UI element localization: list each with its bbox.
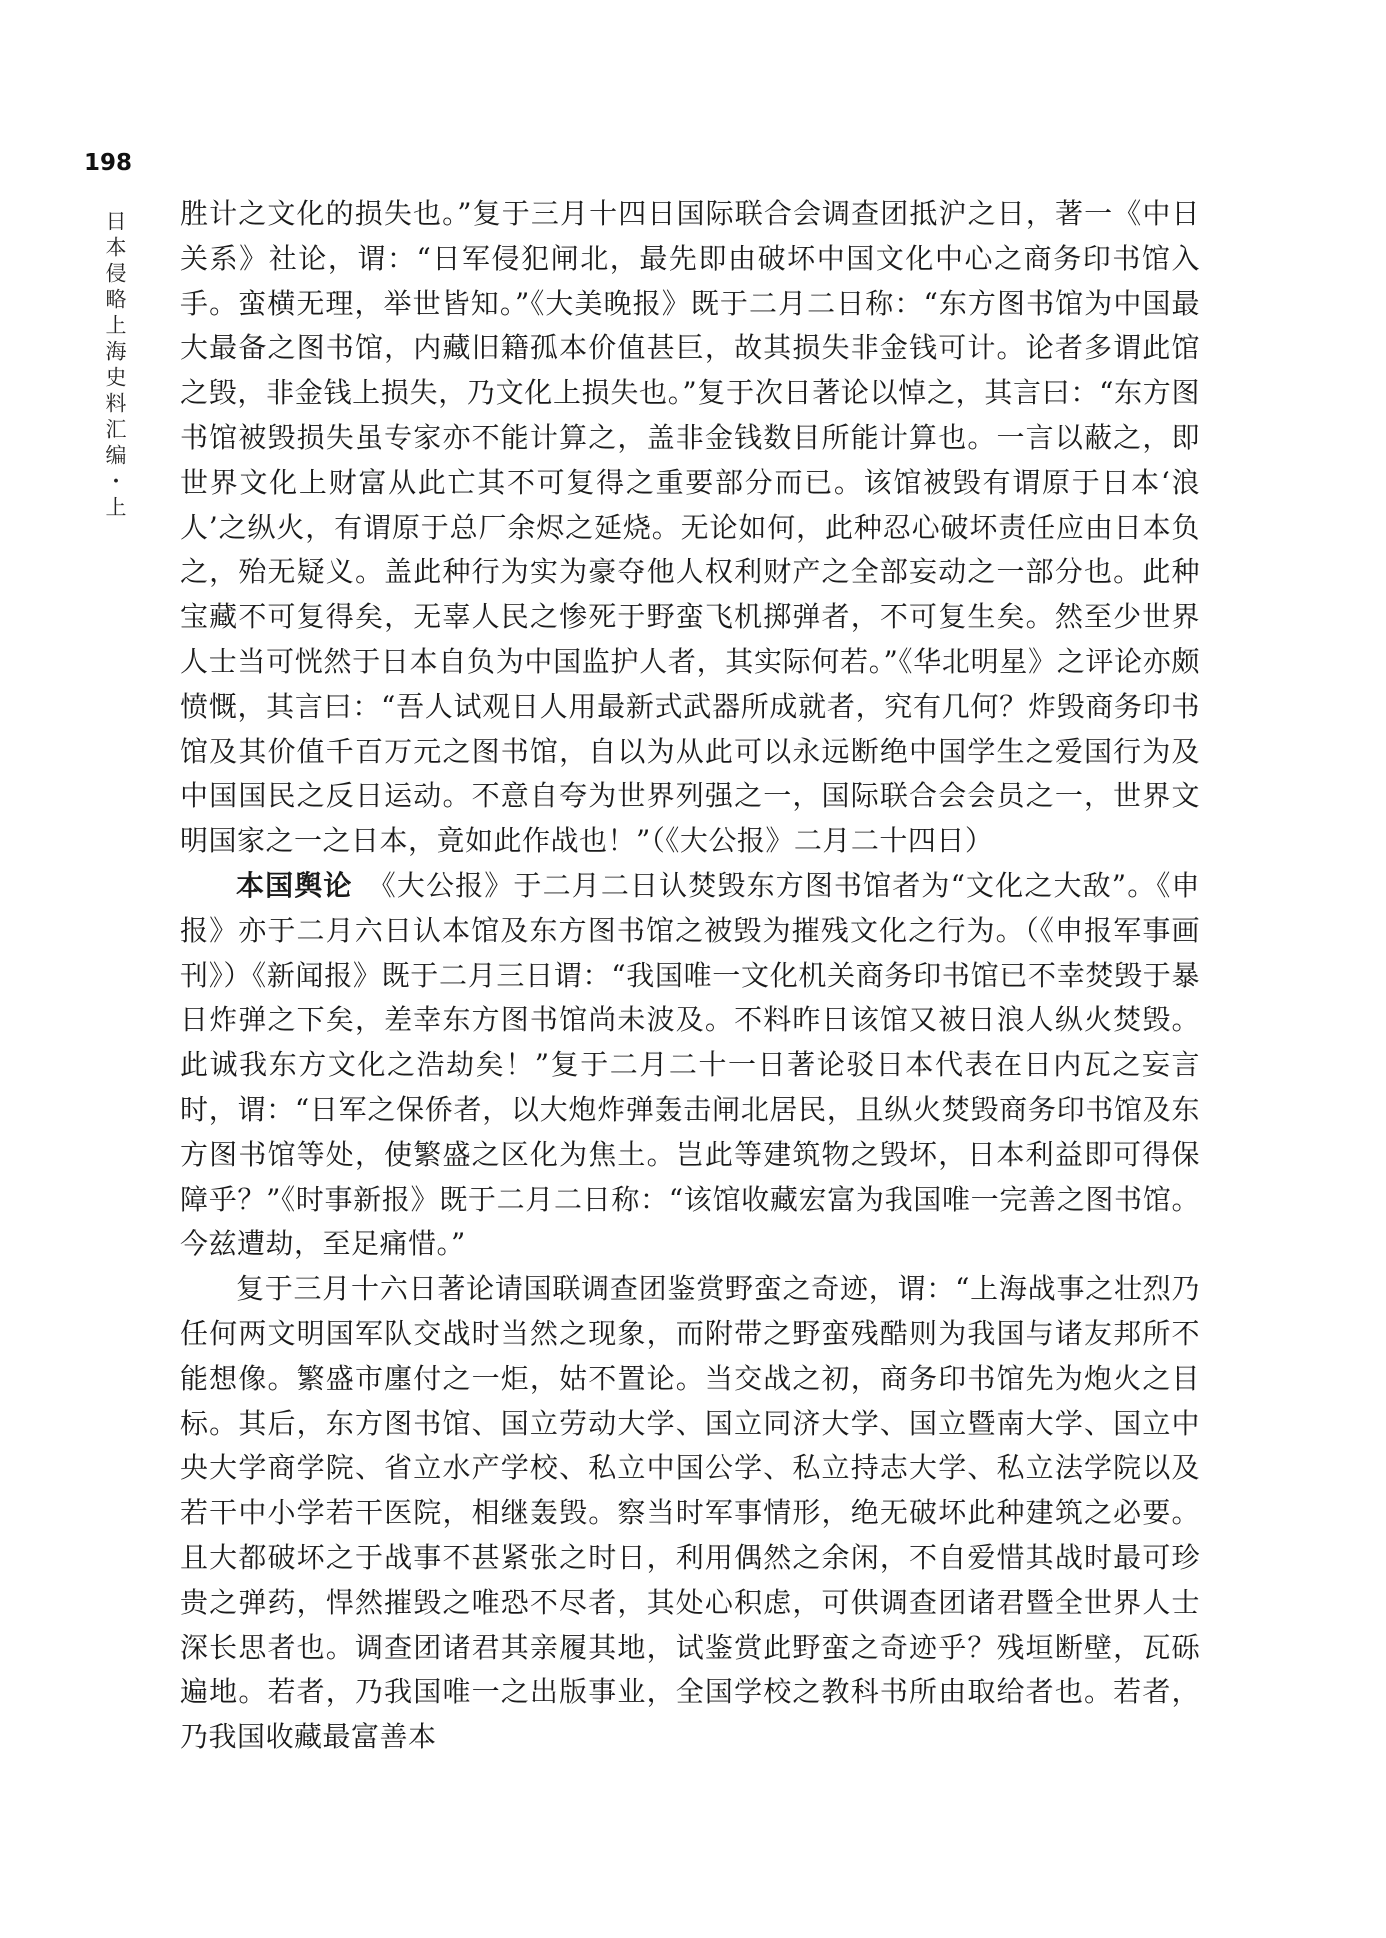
body-text (180, 192, 1200, 1760)
paragraph-text: 胜计之文化的损失也。”复于三月十四日国际联合会调查团抵沪之日，著一《中日关系》社论，谓：“日军侵犯闸北，最先即由破坏中国文化中心之商务印书馆入手。蛮横无理，举世皆知。”《大美晚报》既于二月二日称：“东方图书馆为中国最大最备之图书馆，内藏旧籍孤本价值甚巨，故其损失非金钱可计。论者多谓此馆之毁，非金钱上损失，乃文化上损失也。”复于次日著论以悼之，其言曰：“东方图书馆被毁损失虽专家亦不能计算之，盖非金钱数目所能计算也。一言以蔽之，即世界文化上财富从此亡其不可复得之重要部分而已。该馆被毁有谓原于日本‘浪人’之纵火，有谓原于总厂余烬之延烧。无论如何，此种忍心破坏责任应由日本负之，殆无疑义。盖此种行为实为豪夺他人权利财产之全部妄动之一部分也。此种宝藏不可复得矣，无辜人民之惨死于野蛮飞机掷弹者，不可复生矣。然至少世界人士当可恍然于日本自负为中国监护人者，其实际何若。”《华北明星》之评论亦颇愤慨，其言曰：“吾人试观日人用最新式武器所成就者，究有几何？炸毁商务印书馆及其价值千百万元之图书馆，自以为从此可以永远断绝中国学生之爱国行为及中国国民之反日运动。不意自夸为世界列强之一，国际联合会会员之一，世界文明国家之一之日本，竟如此作战也！”（《大公报》二月二十四日） (180, 197, 1200, 858)
paragraph-3 (180, 1267, 1200, 1760)
page-number: 198 (84, 150, 133, 176)
paragraph-text: 复于三月十六日著论请国联调查团鉴赏野蛮之奇迹，谓：“上海战事之壮烈乃任何两文明国军队交战时当然之现象，而附带之野蛮残酷则为我国与诸友邦所不能想像。繁盛市廛付之一炬，姑不置论。当交战之初，商务印书馆先为炮火之目标。其后，东方图书馆、国立劳动大学、国立同济大学、国立暨南大学、国立中央大学商学院、省立水产学校、私立中国公学、私立持志大学、私立法学院以及若干中小学若干医院，相继轰毁。察当时军事情形，绝无破坏此种建筑之必要。且大都破坏之于战事不甚紧张之时日，利用偶然之余闲，不自爱惜其战时最可珍贵之弹药，悍然摧毁之唯恐不尽者，其处心积虑，可供调查团诸君暨全世界人士深长思者也。调查团诸君其亲履其地，试鉴赏此野蛮之奇迹乎？残垣断壁，瓦砾遍地。若者，乃我国唯一之出版事业，全国学校之教科书所由取给者也。若者，乃我国收藏最富善本 (180, 1272, 1200, 1754)
paragraph-1 (180, 192, 1200, 864)
paragraph-2 (180, 864, 1200, 1267)
paragraph-text: 《大公报》于二月二日认焚毁东方图书馆者为“文化之大敌”。《申报》亦于二月六日认本馆及东方图书馆之被毁为摧残文化之行为。（《申报军事画刊》）《新闻报》既于二月三日谓：“我国唯一文化机关商务印书馆已不幸焚毁于暴日炸弹之下矣，差幸东方图书馆尚未波及。不料昨日该馆又被日浪人纵火焚毁。此诚我东方文化之浩劫矣！”复于二月二十一日著论驳日本代表在日内瓦之妄言时，谓：“日军之保侨者，以大炮炸弹轰击闸北居民，且纵火焚毁商务印书馆及东方图书馆等处，使繁盛之区化为焦土。岂此等建筑物之毁坏，日本利益即可得保障乎？”《时事新报》既于二月二日称：“该馆收藏宏富为我国唯一完善之图书馆。今兹遭劫，至足痛惜。” (180, 868, 1200, 1261)
running-title: 日本侵略上海史料汇编・上 (103, 210, 127, 522)
section-term: 本国舆论 (236, 868, 353, 902)
